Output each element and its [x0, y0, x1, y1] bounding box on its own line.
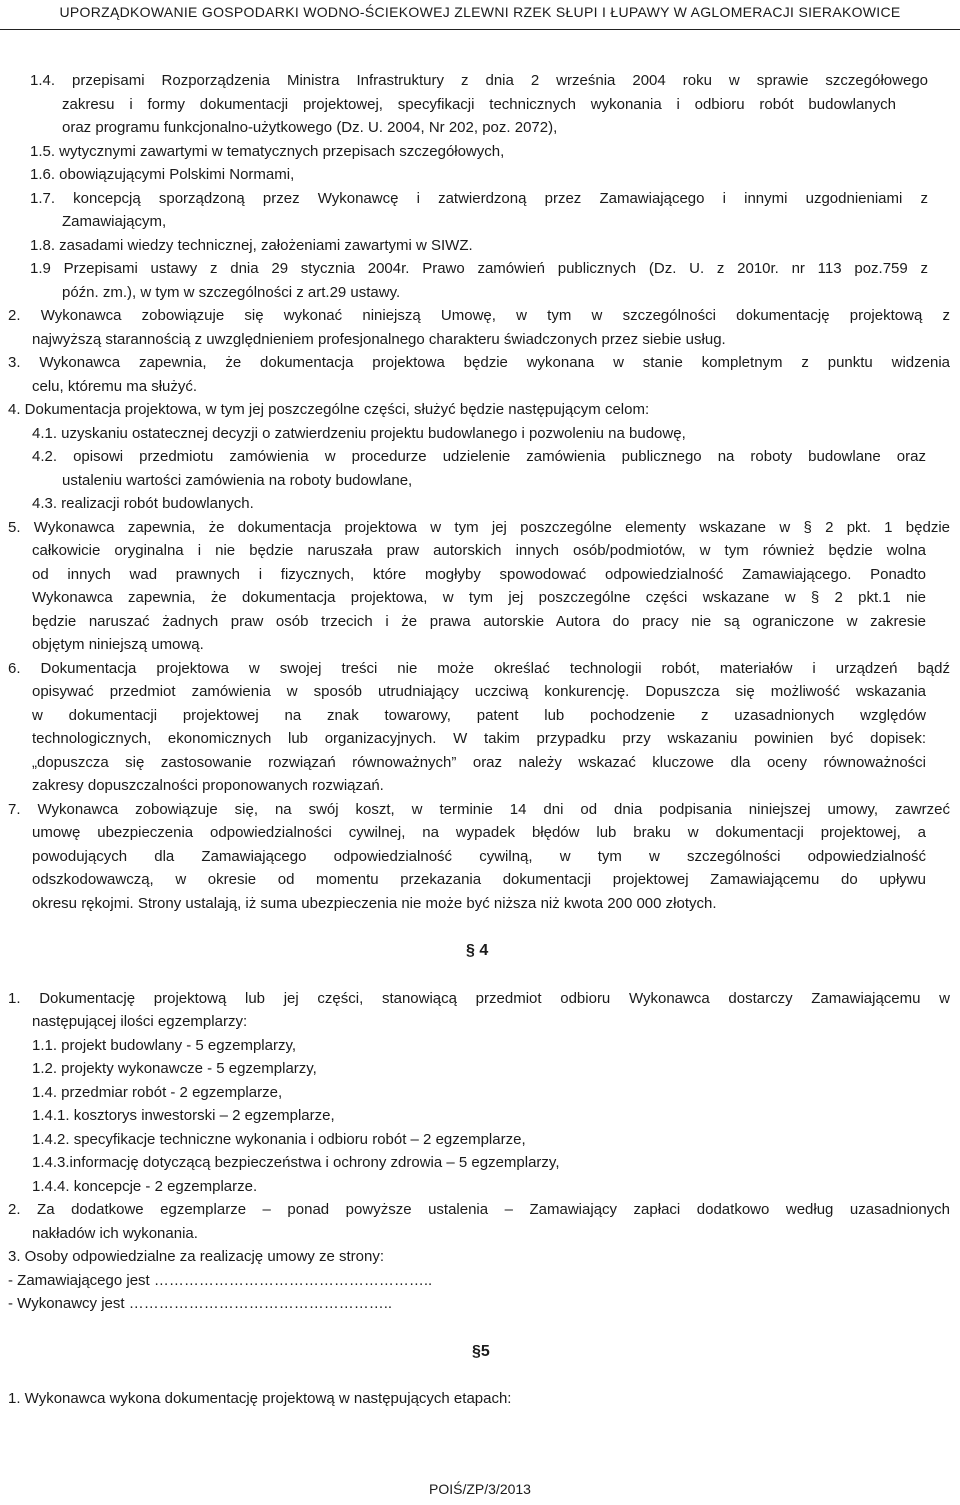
- text-line: powodujących dla Zamawiającego odpowiedzialność cywilną, w tym w szczególności odpowiedzialność: [32, 847, 926, 865]
- text-line: 1.2. projekty wykonawcze - 5 egzemplarzy,: [32, 1060, 317, 1077]
- document-header: UPORZĄDKOWANIE GOSPODARKI WODNO-ŚCIEKOWEJ ZLEWNI RZEK SŁUPI I ŁUPAWY W AGLOMERACJI SIERAKOWICE: [0, 0, 960, 30]
- text-line: następującej ilości egzemplarzy:: [32, 1013, 248, 1030]
- text-line: 1.5. wytycznymi zawartymi w tematycznych przepisach szczegółowych,: [30, 142, 505, 160]
- text-line: 1.8. zasadami wiedzy technicznej, założeniami zawartymi w SIWZ.: [30, 236, 473, 254]
- text-line: Zamawiającym,: [62, 213, 167, 230]
- text-line: celu, któremu ma służyć.: [32, 377, 198, 395]
- text-line: 6. Dokumentacja projektowa w swojej treści nie może określać technologii robót, materiałów i urządzeń bądź: [8, 659, 950, 677]
- text-line: umowę ubezpieczenia odpowiedzialności cywilnej, na wypadek błędów lub braku w dokumentacji projektowej, a: [32, 824, 926, 841]
- text-line: 3. Osoby odpowiedzialne za realizację umowy ze strony:: [8, 1248, 385, 1265]
- text-line: nakładów ich wykonania.: [32, 1224, 198, 1242]
- text-line: okresu rękojmi. Strony ustalają, iż suma ubezpieczenia nie może być niższa niż kwota 200 000 złotych.: [32, 894, 717, 912]
- text-line: „dopuszcza się zastosowanie rozwiązań równoważnych” oraz należy wskazać kluczowe dla oceny równoważności: [32, 753, 926, 771]
- text-line: 1.1. projekt budowlany - 5 egzemplarzy,: [32, 1036, 297, 1054]
- text-line: 4. Dokumentacja projektowa, w tym jej poszczególne części, służyć będzie następującym celom:: [8, 401, 650, 418]
- text-line: 1.4.1. kosztorys inwestorski – 2 egzemplarze,: [32, 1107, 335, 1124]
- text-line: Wykonawca zapewnia, że dokumentacja projektowa, w tym jej poszczególne części wskazane w § 2 pkt.1 nie: [32, 589, 926, 606]
- text-line: będzie naruszać żadnych praw osób trzecich i że prawa autorskie Autora do pracy nie są ograniczone w zakresie: [32, 612, 926, 630]
- text-line: oraz programu funkcjonalno-użytkowego (Dz. U. 2004, Nr 202, poz. 2072),: [62, 119, 558, 136]
- text-line: 4.3. realizacji robót budowlanych.: [32, 495, 254, 512]
- text-line: całkowicie oryginalna i nie będzie naruszała praw autorskich innych osób/podmiotów, w tym również będzie wolna: [32, 542, 926, 559]
- text-line: 2. Wykonawca zobowiązuje się wykonać niniejszą Umowę, w tym w szczególności dokumentację projektową z: [8, 307, 950, 324]
- text-line: od innych wad prawnych i fizycznych, które mogłyby spowodować odpowiedzialność Zamawiającego. Ponadto: [32, 565, 926, 583]
- text-line: 3. Wykonawca zapewnia, że dokumentacja projektowa będzie wykonana w stanie kompletnym z punktu widzenia: [8, 354, 950, 371]
- section-heading: § 4: [466, 942, 489, 959]
- document-footer: POIŚ/ZP/3/2013: [429, 1481, 531, 1497]
- text-line: odszkodowawczą, w okresie od momentu przekazania dokumentacji projektowej Zamawiającemu do upływu: [32, 871, 926, 888]
- text-line: w dokumentacji projektowej na znak towarowy, patent lub pochodzenie z uzasadnionych względów: [32, 706, 926, 724]
- text-line: 4.2. opisowi przedmiotu zamówienia w procedurze udzielenie zamówienia publicznego na roboty budowlane oraz: [32, 448, 926, 465]
- text-line: 1. Dokumentację projektową lub jej części, stanowiącą przedmiot odbioru Wykonawca dostarczy Zamawiającemu w: [8, 989, 950, 1007]
- text-line: - Wykonawcy jest ……………………………………………..: [8, 1295, 393, 1312]
- text-line: 1.4.2. specyfikacje techniczne wykonania i odbioru robót – 2 egzemplarze,: [32, 1130, 526, 1148]
- text-line: objętym niniejszą umową.: [32, 636, 204, 653]
- section-heading: §5: [472, 1342, 490, 1360]
- text-line: 1.4.4. koncepcje - 2 egzemplarze.: [32, 1177, 258, 1195]
- text-line: 7. Wykonawca zobowiązuje się, na swój koszt, w terminie 14 dni od dnia podpisania niniejszej umowy, zawrzeć: [8, 800, 950, 818]
- text-line: 2. Za dodatkowe egzemplarze – ponad powyższe ustalenia – Zamawiający zapłaci dodatkowo według uzasadnionych: [8, 1201, 950, 1218]
- text-line: 4.1. uzyskaniu ostatecznej decyzji o zatwierdzeniu projektu budowlanego i pozwoleniu na budowę,: [32, 424, 686, 442]
- text-line: późn. zm.), w tym w szczególności z art.29 ustawy.: [62, 283, 401, 301]
- text-line: opisywać przedmiot zamówienia w sposób utrudniający uczciwą konkurencję. Dopuszcza się możliwość wskazania: [32, 683, 926, 700]
- text-line: 1.7. koncepcją sporządzoną przez Wykonawcę i zatwierdzoną przez Zamawiającego i innymi uzgodnieniami z: [30, 189, 928, 207]
- text-line: 5. Wykonawca zapewnia, że dokumentacja projektowa w tym jej poszczególne elementy wskazane w § 2 pkt. 1 będzie: [8, 518, 950, 536]
- text-line: zakresy dopuszczalności proponowanych rozwiązań.: [32, 777, 384, 794]
- text-line: 1.4. przepisami Rozporządzenia Ministra Infrastruktury z dnia 2 września 2004 roku w sprawie szczegółowego: [30, 72, 928, 89]
- text-line: ustaleniu wartości zamówienia na roboty budowlane,: [62, 471, 413, 489]
- text-line: technologicznych, ekonomicznych lub organizacyjnych. W takim przypadku przy wskazaniu powinien być dopisek:: [32, 730, 926, 747]
- text-line: najwyższą starannością z uwzględnieniem profesjonalnego charakteru świadczonych przez siebie usług.: [32, 330, 726, 348]
- text-line: 1.6. obowiązującymi Polskimi Normami,: [30, 166, 295, 183]
- text-line: 1.9 Przepisami ustawy z dnia 29 stycznia 2004r. Prawo zamówień publicznych (Dz. U. z 2010r. nr 113 poz.759 z: [30, 260, 928, 277]
- text-line: 1.4.3.informację dotyczącą bezpieczeństwa i ochrony zdrowia – 5 egzemplarzy,: [32, 1154, 560, 1171]
- text-line: 1. Wykonawca wykona dokumentację projektową w następujących etapach:: [8, 1390, 512, 1407]
- text-line: - Zamawiającego jest ………………………………………………..: [8, 1271, 433, 1289]
- text-line: zakresu i formy dokumentacji projektowej, specyfikacji technicznych wykonania i odbioru robót budowlanych: [62, 95, 896, 113]
- text-line: 1.4. przedmiar robót - 2 egzemplarze,: [32, 1083, 283, 1101]
